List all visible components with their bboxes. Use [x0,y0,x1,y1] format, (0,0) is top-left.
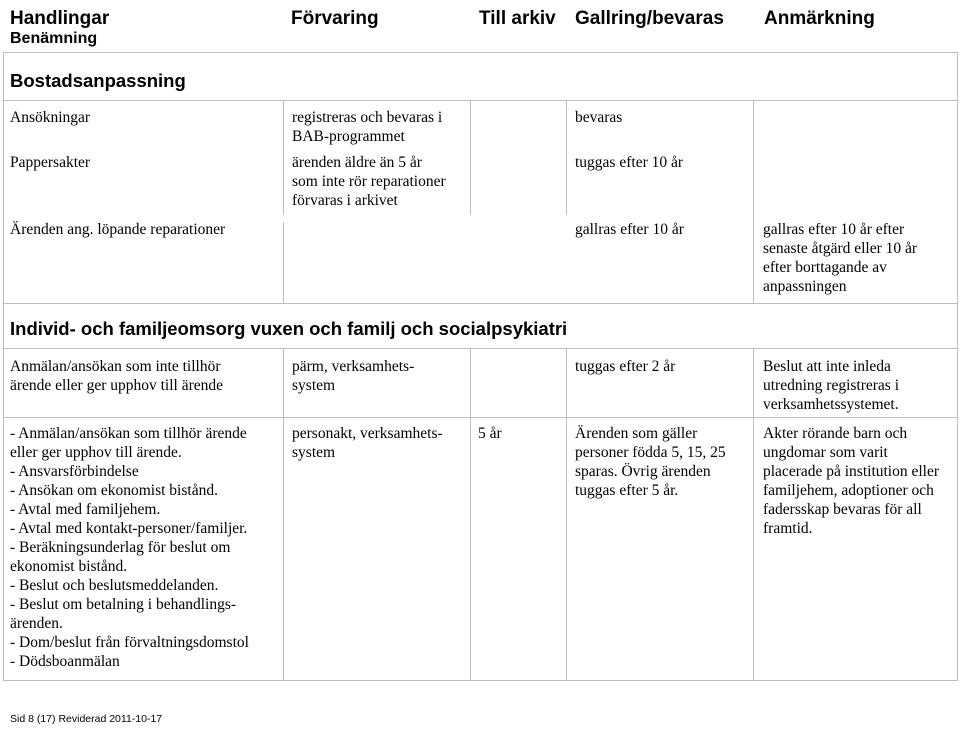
list-item: - Dom/beslut från förvaltningsdomstol [10,634,249,651]
cell-line: som inte rör reparationer [292,173,446,190]
list-item: - Beslut och beslutsmeddelanden. [10,577,219,594]
table-border-right [957,52,958,680]
cell-line: Akter rörande barn och [763,425,908,442]
cell-forvaring [292,357,414,395]
list-item: - Avtal med familjehem. [10,501,161,518]
cell-line: fadersskap bevaras för all [763,501,922,518]
cell-line: verksamhetssystemet. [763,396,899,413]
cell-benamning-list [10,424,249,671]
cell-benamning: Ärenden ang. löpande reparationer [10,221,226,238]
list-item: - Anmälan/ansökan som tillhör ärende [10,425,247,442]
cell-gallring [575,424,726,500]
cell-gallring: gallras efter 10 år [575,221,684,238]
cell-anmarkning [763,424,939,538]
table-border-top [3,52,958,53]
list-item: - Avtal med kontakt-personer/familjer. [10,520,248,537]
cell-line: senaste åtgärd eller 10 år [763,240,918,257]
cell-line: registreras och bevaras i [292,109,443,126]
cell-forvaring [292,424,443,462]
column-divider [753,348,754,680]
cell-line: gallras efter 10 år efter [763,221,905,238]
cell-line: BAB-programmet [292,128,405,145]
cell-line: pärm, verksamhets- [292,358,415,375]
cell-line: ärende eller ger upphov till ärende [10,377,224,394]
cell-forvaring [292,153,446,210]
cell-forvaring [292,108,442,146]
column-divider [470,100,471,215]
cell-line: placerade på institution eller [763,463,940,480]
column-divider [283,348,284,680]
list-item: - Ansvarsförbindelse [10,463,139,480]
cell-benamning: Ansökningar [10,109,91,126]
column-divider [566,348,567,680]
table-border-left [3,52,4,680]
cell-line: Beslut att inte inleda [763,358,891,375]
page-footer: Sid 8 (17) Reviderad 2011-10-17 [10,713,163,725]
cell-line: anpassningen [763,278,847,295]
header-anmarkning: Anmärkning [764,8,875,29]
header-till-arkiv: Till arkiv [479,8,556,29]
cell-till-arkiv: 5 år [478,425,502,442]
section-title-bostadsanpassning: Bostadsanpassning [10,70,186,91]
column-divider [753,100,754,303]
header-benamning: Benämning [10,30,98,47]
section-title-individ-och-familjeomsorg: Individ- och familjeomsorg vuxen och familj och socialpsykiatri [10,318,568,339]
header-forvaring: Förvaring [291,8,379,29]
cell-line: ungdomar som varit [763,444,888,461]
row-divider [3,348,958,349]
list-item: - Ansökan om ekonomist bistånd. [10,482,218,499]
cell-anmarkning [763,357,899,414]
column-divider [283,100,284,215]
row-divider [3,303,958,304]
cell-line: system [292,377,336,394]
header-gallring: Gallring/bevaras [575,8,724,29]
list-item: - Beräkningsunderlag för beslut om [10,539,231,556]
table-border-bottom [3,680,958,681]
cell-gallring: tuggas efter 10 år [575,154,684,171]
cell-line: ärenden äldre än 5 år [292,154,422,171]
cell-line: Anmälan/ansökan som inte tillhör [10,358,221,375]
cell-line: efter borttagande av [763,259,887,276]
cell-line: förvaras i arkivet [292,192,398,209]
cell-line: personer födda 5, 15, 25 [575,444,726,461]
cell-line: framtid. [763,520,813,537]
cell-benamning: Pappersakter [10,154,91,171]
cell-gallring: bevaras [575,109,623,126]
cell-line: familjehem, adoptioner och [763,482,934,499]
row-divider [3,417,958,418]
header-handlingar: Handlingar [10,8,110,29]
cell-gallring: tuggas efter 2 år [575,358,676,375]
cell-line: utredning registreras i [763,377,900,394]
cell-line: Ärenden som gäller [575,425,698,442]
cell-benamning [10,357,223,395]
cell-anmarkning [763,220,917,296]
row-divider [3,100,958,101]
list-item: eller ger upphov till ärende. [10,444,182,461]
cell-line: system [292,444,336,461]
column-divider [283,222,284,303]
cell-line: sparas. Övrig ärenden [575,463,711,480]
list-item: ärenden. [10,615,63,632]
cell-line: personakt, verksamhets- [292,425,443,442]
list-item: ekonomist bistånd. [10,558,128,575]
list-item: - Dödsboanmälan [10,653,120,670]
list-item: - Beslut om betalning i behandlings- [10,596,237,613]
column-divider [470,348,471,680]
cell-line: tuggas efter 5 år. [575,482,679,499]
column-divider [566,100,567,215]
